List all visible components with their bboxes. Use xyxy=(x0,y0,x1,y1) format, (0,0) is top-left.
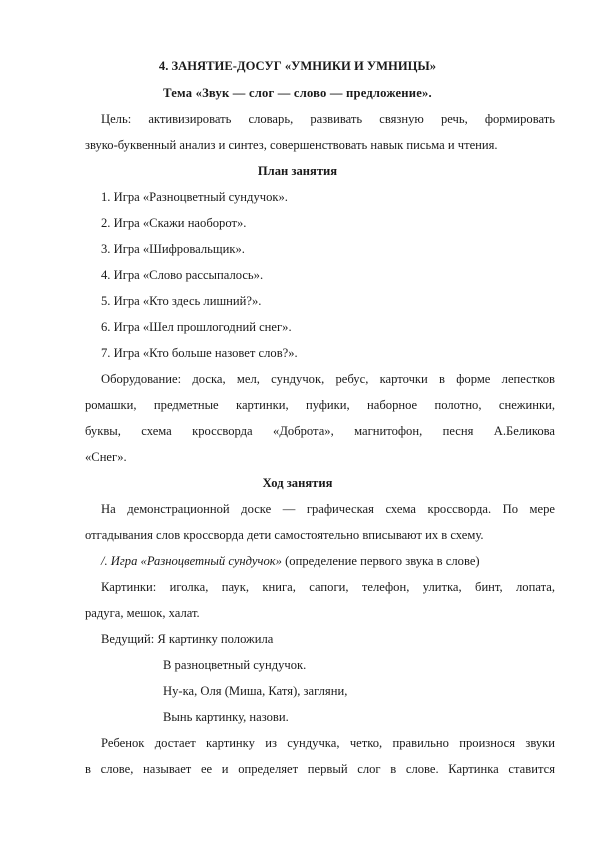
equipment-line-3: буквы, схема кроссворда «Доброта», магнитофон, песня А.Беликова xyxy=(85,424,555,438)
child-line-1: Ребенок достает картинку из сундучка, четко, правильно произнося звуки xyxy=(101,736,555,750)
poem-line-1: В разноцветный сундучок. xyxy=(163,658,307,672)
plan-item-3: 3. Игра «Шифровальщик». xyxy=(101,242,245,256)
plan-item-5: 5. Игра «Кто здесь лишний?». xyxy=(101,294,262,308)
game1-title xyxy=(101,553,480,569)
equipment-line-2: ромашки, предметные картинки, пуфики, наборное полотно, снежинки, xyxy=(85,398,555,412)
pictures-line-1: Картинки: иголка, паук, книга, сапоги, телефон, улитка, бинт, лопата, xyxy=(101,580,555,594)
course-heading: Ход занятия xyxy=(262,476,333,490)
course-line-2: отгадывания слов кроссворда дети самостоятельно вписывают их в схему. xyxy=(85,528,484,542)
plan-heading: План занятия xyxy=(257,164,338,178)
plan-item-2: 2. Игра «Скажи наоборот». xyxy=(101,216,247,230)
plan-item-6: 6. Игра «Шел прошлогодний снег». xyxy=(101,320,292,334)
plan-item-1: 1. Игра «Разноцветный сундучок». xyxy=(101,190,288,204)
topic-line: Тема «Звук — слог — слово — предложение». xyxy=(163,86,432,100)
game1-title-rest: (определение первого звука в слове) xyxy=(281,554,480,568)
goal-line-2: звуко-буквенный анализ и синтез, совершенствовать навык письма и чтения. xyxy=(85,138,498,152)
equipment-line-1: Оборудование: доска, мел, сундучок, ребус, карточки в форме лепестков xyxy=(101,372,555,386)
game1-title-italic: /. Игра «Разноцветный сундучок» xyxy=(101,554,282,568)
plan-item-4: 4. Игра «Слово рассыпалось». xyxy=(101,268,264,282)
plan-item-7: 7. Игра «Кто больше назовет слов?». xyxy=(101,346,298,360)
goal-line-1: Цель: активизировать словарь, развивать связную речь, формировать xyxy=(101,112,555,126)
pictures-line-2: радуга, мешок, халат. xyxy=(85,606,200,620)
document-title: 4. ЗАНЯТИЕ-ДОСУГ «УМНИКИ И УМНИЦЫ» xyxy=(158,59,437,73)
leader-line: Ведущий: Я картинку положила xyxy=(101,632,274,646)
child-line-2: в слове, называет ее и определяет первый слог в слове. Картинка ставится xyxy=(85,762,555,776)
poem-line-2: Ну-ка, Оля (Миша, Катя), загляни, xyxy=(163,684,348,698)
poem-line-3: Вынь картинку, назови. xyxy=(163,710,289,724)
course-line-1: На демонстрационной доске — графическая схема кроссворда. По мере xyxy=(101,502,555,516)
equipment-line-4: «Снег». xyxy=(85,450,127,464)
